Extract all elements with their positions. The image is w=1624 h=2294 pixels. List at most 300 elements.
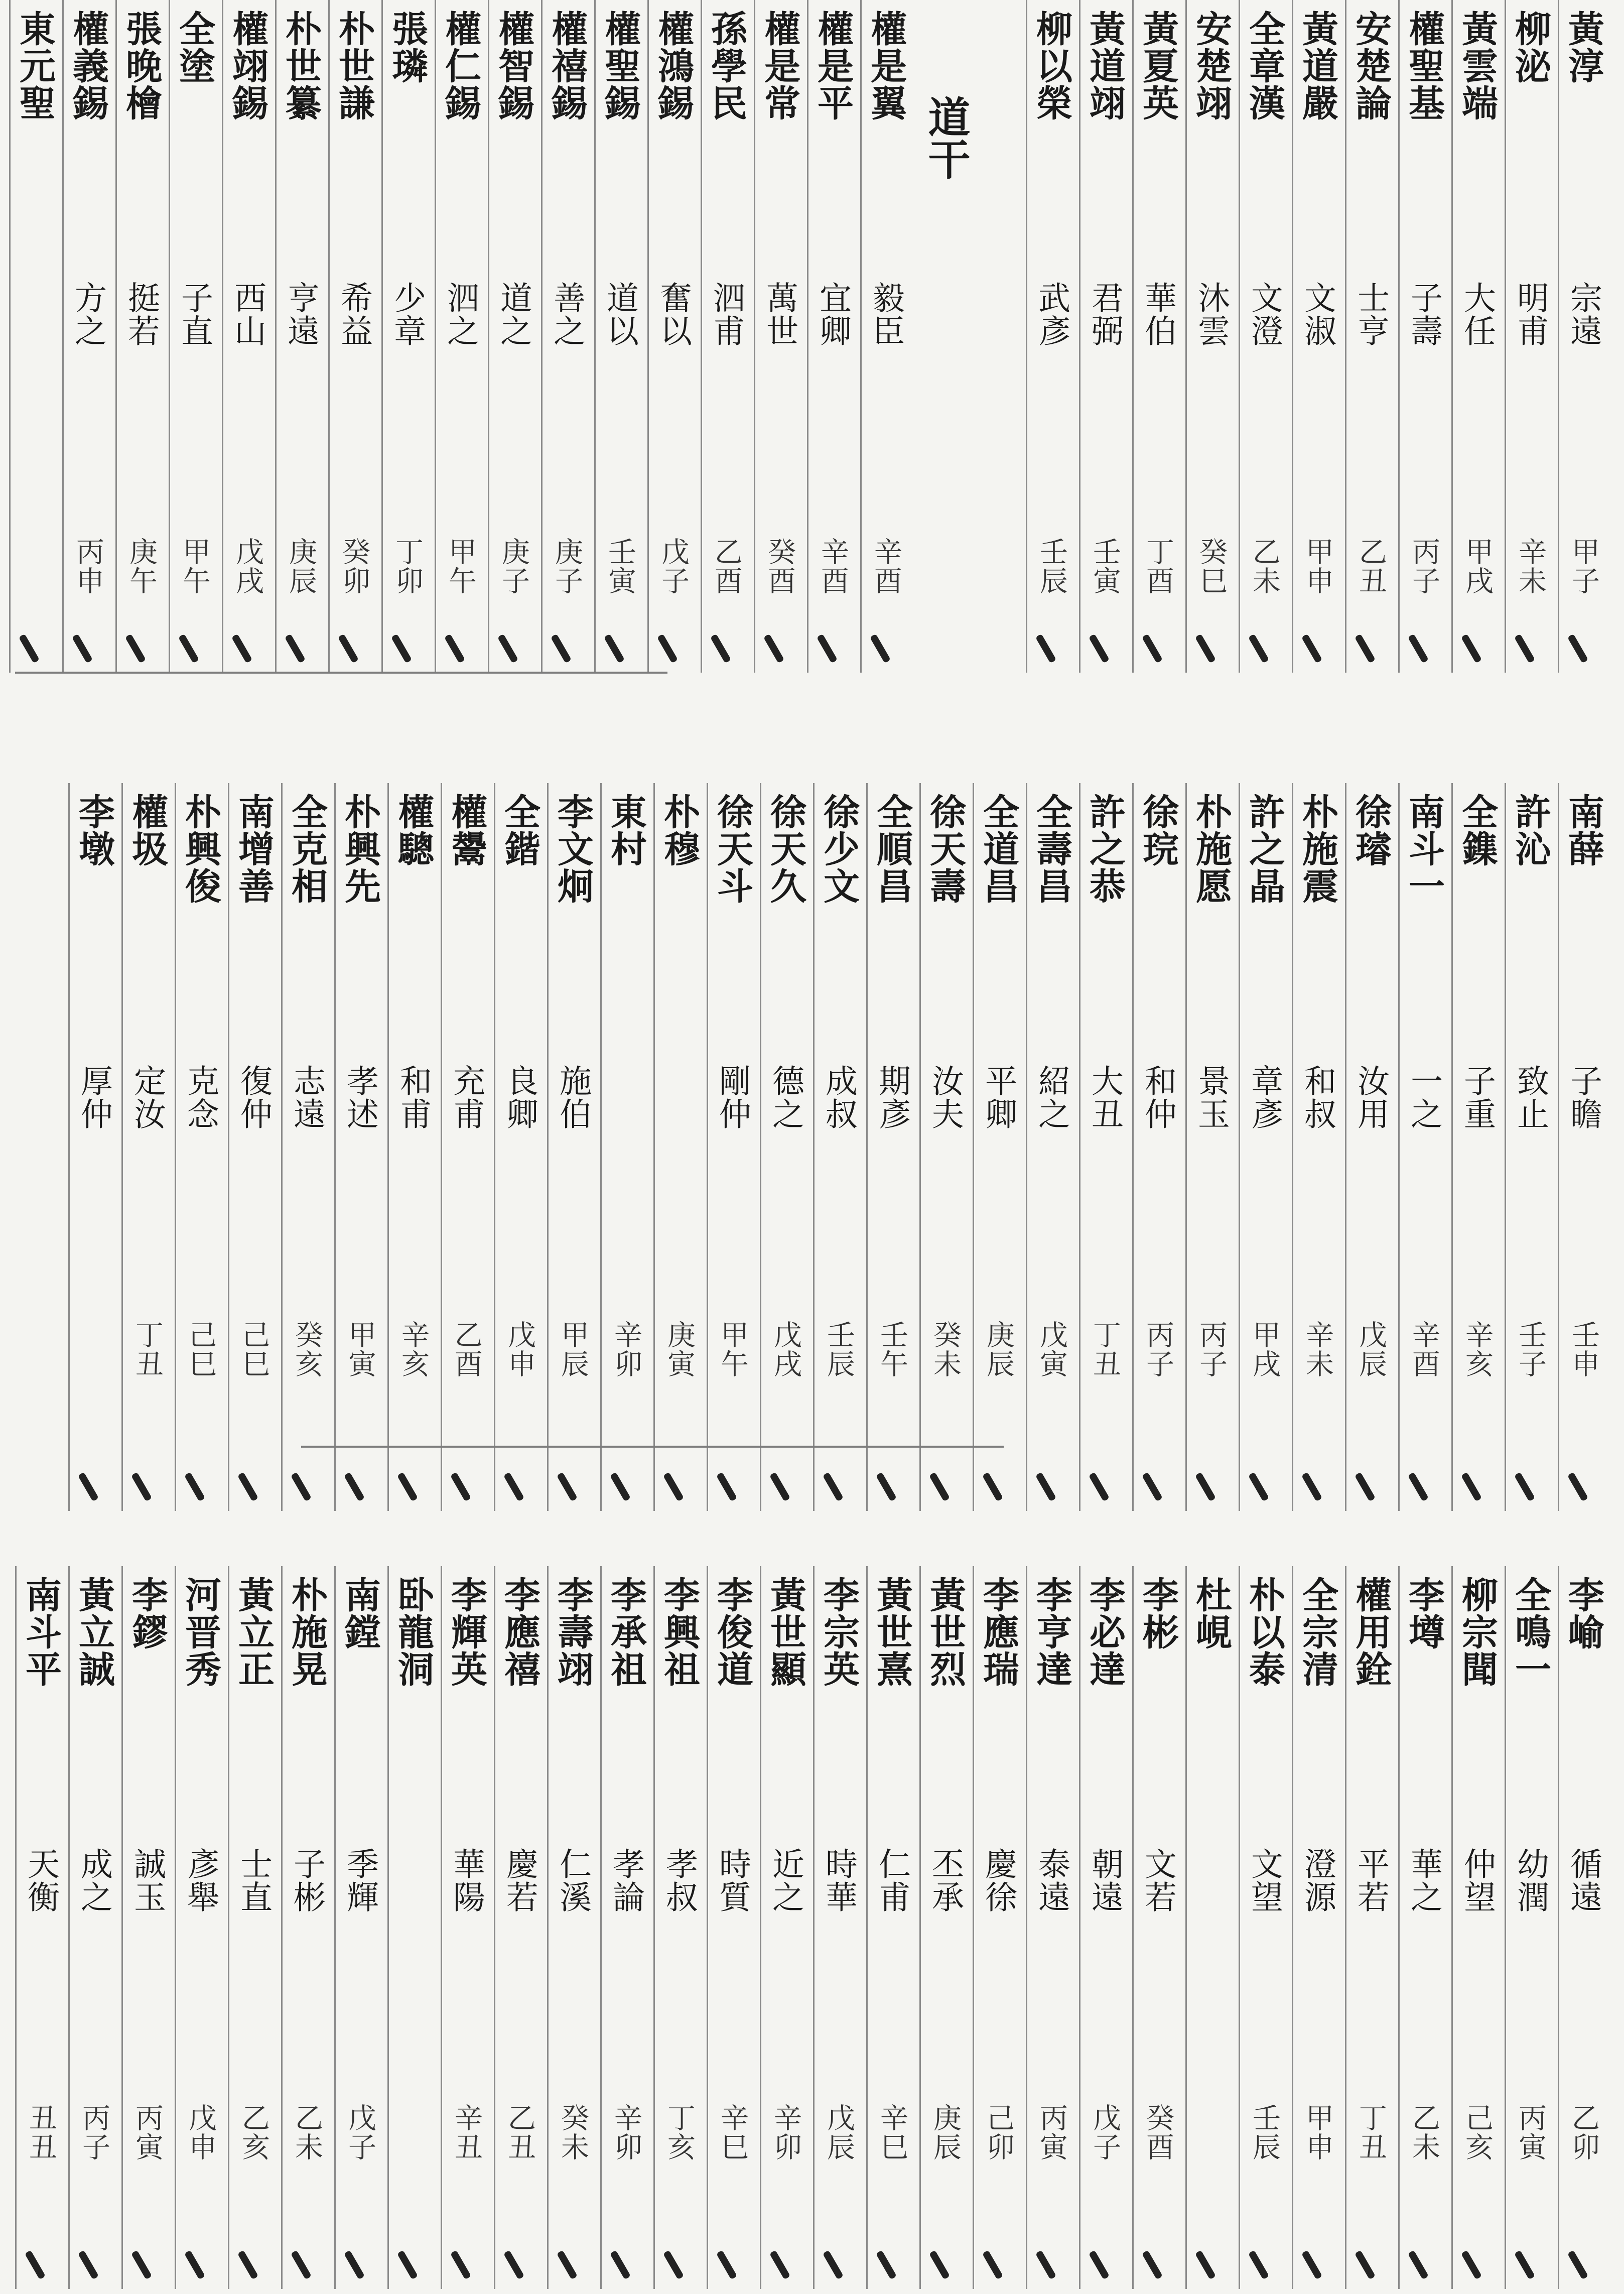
entry-courtesy-name: 文淑	[1299, 281, 1336, 347]
entry-birth-year: 甲寅	[344, 1320, 376, 1378]
entry-courtesy-name: 挺若	[122, 281, 160, 347]
brush-tick-mark	[1035, 1472, 1056, 1502]
register-entry	[1079, 783, 1129, 1511]
entry-name: 朴施震	[1296, 793, 1339, 905]
entry-name: 全鏶	[1456, 793, 1499, 867]
register-entry	[281, 783, 331, 1511]
entry-name: 全章漢	[1243, 10, 1286, 121]
brush-tick-mark	[78, 1472, 99, 1502]
brush-tick-mark	[1567, 634, 1588, 664]
entry-birth-year: 辛巳	[716, 2103, 749, 2161]
entry-name: 李彬	[1137, 1576, 1179, 1650]
entry-name: 全鍇	[498, 793, 541, 867]
entry-name: 南斗一	[1403, 793, 1445, 905]
register-section-top-left	[0, 0, 984, 673]
entry-courtesy-name: 紹之	[1033, 1064, 1070, 1130]
entry-courtesy-name: 孝論	[607, 1847, 644, 1914]
entry-name: 權圾	[126, 793, 169, 867]
entry-name: 柳以榮	[1030, 10, 1073, 121]
entry-name: 權仁錫	[439, 10, 482, 121]
brush-tick-mark	[344, 2250, 365, 2280]
entry-courtesy-name: 泰遠	[1033, 1847, 1070, 1914]
register-entry	[754, 0, 803, 673]
entry-courtesy-name: 丕承	[926, 1847, 964, 1914]
entry-birth-year: 丙子	[78, 2103, 110, 2161]
entry-birth-year: 壬辰	[1035, 537, 1068, 595]
brush-tick-mark	[1461, 2250, 1482, 2280]
entry-birth-year: 癸巳	[1195, 537, 1228, 595]
entry-courtesy-name: 子直	[176, 281, 213, 347]
register-entry	[281, 1566, 331, 2289]
entry-courtesy-name: 致止	[1512, 1064, 1549, 1130]
register-entry	[1558, 1566, 1607, 2289]
brush-tick-mark	[1355, 634, 1376, 664]
entry-courtesy-name: 和甫	[394, 1064, 432, 1130]
brush-tick-mark	[1248, 1472, 1269, 1502]
entry-birth-year: 己卯	[982, 2103, 1015, 2161]
brush-tick-mark	[1514, 2250, 1535, 2280]
section-divider	[15, 672, 667, 674]
entry-courtesy-name: 子瞻	[1565, 1064, 1602, 1130]
entry-birth-year: 甲午	[444, 537, 477, 595]
entry-name: 全順昌	[871, 793, 913, 905]
brush-tick-mark	[1301, 1472, 1322, 1502]
register-entry	[1292, 0, 1341, 673]
brush-tick-mark	[1142, 1472, 1163, 1502]
register-entry	[9, 0, 59, 673]
entry-name: 朴世謙	[333, 10, 375, 121]
register-entry	[68, 1566, 118, 2289]
entry-name: 張璘	[386, 10, 429, 84]
entry-name: 安楚論	[1349, 10, 1392, 121]
entry-courtesy-name: 近之	[767, 1847, 804, 1914]
entry-birth-year: 丙子	[1195, 1320, 1228, 1378]
brush-tick-mark	[769, 1472, 790, 1502]
entry-birth-year: 丁丑	[1089, 1320, 1121, 1378]
register-entry	[653, 1566, 703, 2289]
entry-name: 李文炯	[552, 793, 594, 905]
register-entry	[387, 1566, 437, 2289]
entry-birth-year: 辛卯	[769, 2103, 802, 2161]
entry-name: 全壽昌	[1030, 793, 1073, 905]
entry-courtesy-name: 成之	[75, 1847, 112, 1914]
brush-tick-mark	[1142, 2250, 1163, 2280]
brush-tick-mark	[929, 2250, 950, 2280]
entry-courtesy-name: 期彥	[873, 1064, 910, 1130]
entry-name: 李承祖	[605, 1576, 647, 1688]
entry-name: 徐天壽	[924, 793, 967, 905]
brush-tick-mark	[391, 634, 412, 664]
entry-birth-year: 癸卯	[338, 537, 370, 595]
entry-name: 黃道翊	[1084, 10, 1126, 121]
register-entry	[653, 783, 703, 1511]
brush-tick-mark	[710, 634, 731, 664]
entry-name: 權鬹	[445, 793, 488, 867]
brush-tick-mark	[716, 2250, 737, 2280]
entry-name: 黃立誠	[73, 1576, 115, 1688]
entry-birth-year: 甲申	[1301, 2103, 1334, 2161]
brush-tick-mark	[604, 634, 625, 664]
brush-tick-mark	[237, 2250, 258, 2280]
brush-tick-mark	[1089, 2250, 1110, 2280]
entry-name: 許之晶	[1243, 793, 1286, 905]
entry-birth-year: 壬寅	[604, 537, 636, 595]
register-entry	[707, 1566, 756, 2289]
register-entry	[1026, 1566, 1075, 2289]
entry-name: 許之恭	[1084, 793, 1126, 905]
entry-name: 權智錫	[492, 10, 535, 121]
entry-birth-year: 戊子	[657, 537, 690, 595]
entry-courtesy-name: 子彬	[288, 1847, 325, 1914]
entry-birth-year: 戊子	[1089, 2103, 1121, 2161]
register-entry	[121, 783, 171, 1511]
entry-name: 權是翼	[865, 10, 907, 121]
entry-courtesy-name: 充甫	[448, 1064, 485, 1130]
brush-tick-mark	[1355, 2250, 1376, 2280]
entry-name: 卧龍洞	[392, 1576, 435, 1688]
brush-tick-mark	[929, 1472, 950, 1502]
entry-courtesy-name: 時質	[714, 1847, 751, 1914]
register-entry	[494, 783, 544, 1511]
entry-birth-year: 乙酉	[450, 1320, 483, 1378]
register-entry	[1239, 783, 1288, 1511]
entry-name: 朴穆	[658, 793, 701, 867]
register-entry	[328, 0, 378, 673]
register-entry	[647, 0, 697, 673]
brush-tick-mark	[1301, 2250, 1322, 2280]
brush-tick-mark	[291, 2250, 312, 2280]
entry-name: 朴興先	[339, 793, 381, 905]
register-entry	[175, 783, 224, 1511]
register-entry	[760, 783, 809, 1511]
entry-courtesy-name: 士亨	[1352, 281, 1389, 347]
entry-name: 全克相	[286, 793, 328, 905]
entry-name: 徐琓	[1137, 793, 1179, 867]
brush-tick-mark	[823, 2250, 844, 2280]
entry-birth-year: 丁丑	[1355, 2103, 1387, 2161]
entry-name: 李墩	[73, 793, 115, 867]
entry-name: 朴施愿	[1190, 793, 1233, 905]
brush-tick-mark	[237, 1472, 258, 1502]
entry-birth-year: 乙未	[1248, 537, 1281, 595]
entry-birth-year: 乙未	[1408, 2103, 1440, 2161]
brush-tick-mark	[557, 1472, 578, 1502]
brush-tick-mark	[503, 1472, 524, 1502]
entry-birth-year: 戊申	[184, 2103, 217, 2161]
entry-birth-year: 丑丑	[25, 2103, 57, 2161]
brush-tick-mark	[876, 2250, 897, 2280]
entry-name: 李俊道	[711, 1576, 754, 1688]
entry-courtesy-name: 仁甫	[873, 1847, 910, 1914]
register-entry	[919, 783, 969, 1511]
entry-birth-year: 丁酉	[1142, 537, 1174, 595]
entry-name: 南斗平	[20, 1576, 62, 1688]
brush-tick-mark	[557, 2250, 578, 2280]
brush-tick-mark	[1461, 634, 1482, 664]
entry-birth-year: 庚午	[125, 537, 158, 595]
entry-courtesy-name: 朝遠	[1086, 1847, 1123, 1914]
brush-tick-mark	[1248, 2250, 1269, 2280]
register-entry	[488, 0, 537, 673]
brush-tick-mark	[763, 634, 784, 664]
entry-birth-year: 甲子	[1567, 537, 1600, 595]
entry-birth-year: 丁亥	[663, 2103, 696, 2161]
entry-birth-year: 壬子	[1514, 1320, 1547, 1378]
entry-birth-year: 乙丑	[503, 2103, 536, 2161]
section-header: 道干	[921, 95, 971, 180]
brush-tick-mark	[1195, 2250, 1216, 2280]
brush-tick-mark	[1567, 2250, 1588, 2280]
entry-courtesy-name: 泗之	[442, 281, 479, 347]
brush-tick-mark	[19, 634, 40, 664]
entry-birth-year: 乙卯	[1567, 2103, 1600, 2161]
entry-birth-year: 辛未	[1514, 537, 1547, 595]
entry-name: 東元聖	[14, 10, 56, 121]
register-entry	[1451, 0, 1501, 673]
brush-tick-mark	[1142, 634, 1163, 664]
entry-courtesy-name: 君弼	[1086, 281, 1123, 347]
entry-courtesy-name: 慶若	[501, 1847, 538, 1914]
entry-courtesy-name: 文若	[1139, 1847, 1176, 1914]
entry-birth-year: 乙亥	[237, 2103, 270, 2161]
entry-birth-year: 癸酉	[763, 537, 796, 595]
entry-name: 李應禧	[498, 1576, 541, 1688]
entry-courtesy-name: 厚仲	[75, 1064, 112, 1130]
entry-name: 許沁	[1509, 793, 1552, 867]
register-entry	[334, 1566, 384, 2289]
register-entry	[600, 783, 650, 1511]
register-entry	[169, 0, 218, 673]
entry-birth-year: 辛未	[1301, 1320, 1334, 1378]
entry-courtesy-name: 大任	[1458, 281, 1496, 347]
entry-name: 黃世熹	[871, 1576, 913, 1688]
entry-name: 李輝英	[445, 1576, 488, 1688]
entry-courtesy-name: 復仲	[235, 1064, 272, 1130]
entry-name: 柳宗聞	[1456, 1576, 1499, 1688]
entry-name: 李應瑞	[977, 1576, 1020, 1688]
brush-tick-mark	[1089, 1472, 1110, 1502]
entry-courtesy-name: 泗甫	[708, 281, 745, 347]
entry-courtesy-name: 志遠	[288, 1064, 325, 1130]
register-entry	[1132, 1566, 1182, 2289]
brush-tick-mark	[1301, 634, 1322, 664]
brush-tick-mark	[25, 2250, 46, 2280]
entry-name: 李必達	[1084, 1576, 1126, 1688]
entry-birth-year: 甲午	[178, 537, 211, 595]
entry-name: 柳泌	[1509, 10, 1552, 84]
brush-tick-mark	[982, 2250, 1003, 2280]
register-entry	[275, 0, 325, 673]
brush-tick-mark	[1035, 634, 1056, 664]
entry-birth-year: 戊子	[344, 2103, 376, 2161]
entry-name: 全塗	[173, 10, 216, 84]
brush-tick-mark	[823, 1472, 844, 1502]
entry-name: 張晚檜	[120, 10, 163, 121]
register-section-top-right	[1004, 0, 1624, 673]
register-entry	[435, 0, 484, 673]
brush-tick-mark	[72, 634, 93, 664]
register-entry	[334, 783, 384, 1511]
entry-birth-year: 辛卯	[610, 2103, 642, 2161]
brush-tick-mark	[497, 634, 518, 664]
entry-courtesy-name: 華之	[1405, 1847, 1442, 1914]
entry-birth-year: 戊申	[503, 1320, 536, 1378]
entry-name: 李鏐	[126, 1576, 169, 1650]
entry-courtesy-name: 彥舉	[182, 1847, 219, 1914]
register-entry	[121, 1566, 171, 2289]
entry-birth-year: 甲辰	[557, 1320, 589, 1378]
register-entry	[866, 1566, 916, 2289]
brush-tick-mark	[663, 2250, 684, 2280]
entry-name: 徐天久	[764, 793, 807, 905]
entry-birth-year: 甲午	[716, 1320, 749, 1378]
entry-name: 全鳴一	[1509, 1576, 1552, 1688]
entry-courtesy-name: 德之	[767, 1064, 804, 1130]
entry-birth-year: 丁卯	[391, 537, 424, 595]
brush-tick-mark	[1195, 634, 1216, 664]
entry-courtesy-name: 華伯	[1139, 281, 1176, 347]
brush-tick-mark	[716, 1472, 737, 1502]
register-entry	[1505, 1566, 1554, 2289]
entry-birth-year: 戊寅	[1035, 1320, 1068, 1378]
register-entry	[760, 1566, 809, 2289]
entry-name: 黃世烈	[924, 1576, 967, 1688]
brush-tick-mark	[344, 1472, 365, 1502]
entry-birth-year: 壬申	[1567, 1320, 1600, 1378]
entry-birth-year: 辛酉	[817, 537, 849, 595]
brush-tick-mark	[610, 1472, 631, 1502]
entry-birth-year: 癸酉	[1142, 2103, 1174, 2161]
entry-courtesy-name: 孝叔	[660, 1847, 698, 1914]
register-entry	[1345, 1566, 1395, 2289]
brush-tick-mark	[769, 2250, 790, 2280]
brush-tick-mark	[982, 1472, 1003, 1502]
entry-name: 李興祖	[658, 1576, 701, 1688]
entry-birth-year: 庚辰	[929, 2103, 962, 2161]
brush-tick-mark	[291, 1472, 312, 1502]
entry-name: 權是常	[758, 10, 801, 121]
entry-name: 李宗英	[818, 1576, 860, 1688]
entry-birth-year: 己巳	[237, 1320, 270, 1378]
entry-courtesy-name: 成叔	[820, 1064, 857, 1130]
entry-name: 黃立正	[232, 1576, 275, 1688]
register-entry	[1398, 1566, 1448, 2289]
entry-courtesy-name: 時華	[820, 1847, 857, 1914]
entry-birth-year: 戊辰	[1355, 1320, 1387, 1378]
entry-courtesy-name: 道之	[495, 281, 532, 347]
entry-birth-year: 辛亥	[397, 1320, 430, 1378]
entry-name: 杜峴	[1190, 1576, 1233, 1650]
register-entry	[1398, 783, 1448, 1511]
entry-birth-year: 己亥	[1461, 2103, 1494, 2161]
entry-birth-year: 辛亥	[1461, 1320, 1494, 1378]
entry-birth-year: 壬寅	[1089, 537, 1121, 595]
entry-name: 東村	[605, 793, 647, 867]
register-entry	[860, 0, 910, 673]
entry-name: 黃世顯	[764, 1576, 807, 1688]
brush-tick-mark	[397, 1472, 418, 1502]
entry-birth-year: 庚辰	[285, 537, 317, 595]
entry-birth-year: 己巳	[184, 1320, 217, 1378]
entry-courtesy-name: 誠玉	[128, 1847, 166, 1914]
register-entry	[115, 0, 165, 673]
register-entry	[707, 783, 756, 1511]
register-entry	[973, 783, 1022, 1511]
entry-name: 徐天斗	[711, 793, 754, 905]
register-entry	[594, 0, 644, 673]
register-entry	[1292, 1566, 1341, 2289]
entry-name: 徐璿	[1349, 793, 1392, 867]
entry-birth-year: 壬辰	[823, 1320, 855, 1378]
entry-birth-year: 癸未	[557, 2103, 589, 2161]
brush-tick-mark	[1355, 1472, 1376, 1502]
register-entry	[381, 0, 431, 673]
entry-courtesy-name: 方之	[69, 281, 106, 347]
brush-tick-mark	[503, 2250, 524, 2280]
register-entry	[387, 783, 437, 1511]
entry-birth-year: 乙未	[291, 2103, 323, 2161]
entry-courtesy-name: 奮以	[654, 281, 692, 347]
register-entry	[1132, 783, 1182, 1511]
entry-courtesy-name: 子壽	[1405, 281, 1442, 347]
entry-courtesy-name: 明甫	[1512, 281, 1549, 347]
brush-tick-mark	[1567, 1472, 1588, 1502]
entry-name: 河晋秀	[179, 1576, 222, 1688]
brush-tick-mark	[657, 634, 678, 664]
brush-tick-mark	[1461, 1472, 1482, 1502]
entry-courtesy-name: 汝用	[1352, 1064, 1389, 1130]
register-entry	[175, 1566, 224, 2289]
register-entry	[1185, 0, 1235, 673]
entry-courtesy-name: 武彥	[1033, 281, 1070, 347]
brush-tick-mark	[1195, 1472, 1216, 1502]
entry-birth-year: 丙寅	[1035, 2103, 1068, 2161]
register-entry	[1292, 783, 1341, 1511]
entry-courtesy-name: 澄源	[1299, 1847, 1336, 1914]
register-entry	[919, 1566, 969, 2289]
register-section-middle	[0, 783, 1624, 1511]
entry-courtesy-name: 幼潤	[1512, 1847, 1549, 1914]
entry-courtesy-name: 亨遠	[282, 281, 319, 347]
register-entry	[541, 0, 591, 673]
brush-tick-mark	[131, 1472, 152, 1502]
entry-name: 李壽翊	[552, 1576, 594, 1688]
register-entry	[1398, 0, 1448, 673]
brush-tick-mark	[450, 2250, 471, 2280]
entry-birth-year: 壬午	[876, 1320, 908, 1378]
entry-courtesy-name: 章彥	[1246, 1064, 1283, 1130]
entry-courtesy-name: 汝夫	[926, 1064, 964, 1130]
entry-birth-year: 戊辰	[823, 2103, 855, 2161]
entry-birth-year: 乙丑	[1355, 537, 1387, 595]
entry-name: 黃夏英	[1137, 10, 1179, 121]
entry-name: 權鴻錫	[652, 10, 695, 121]
entry-courtesy-name: 克念	[182, 1064, 219, 1130]
entry-name: 朴興俊	[179, 793, 222, 905]
register-entry	[228, 1566, 278, 2289]
entry-courtesy-name: 希益	[335, 281, 372, 347]
entry-courtesy-name: 一之	[1405, 1064, 1442, 1130]
entry-courtesy-name: 宜卿	[814, 281, 851, 347]
entry-birth-year: 戊戌	[769, 1320, 802, 1378]
register-entry	[547, 1566, 597, 2289]
brush-tick-mark	[285, 634, 306, 664]
entry-birth-year: 癸亥	[291, 1320, 323, 1378]
entry-name: 孫學民	[705, 10, 748, 121]
entry-birth-year: 辛卯	[610, 1320, 642, 1378]
brush-tick-mark	[1089, 634, 1110, 664]
register-entry	[1239, 1566, 1288, 2289]
